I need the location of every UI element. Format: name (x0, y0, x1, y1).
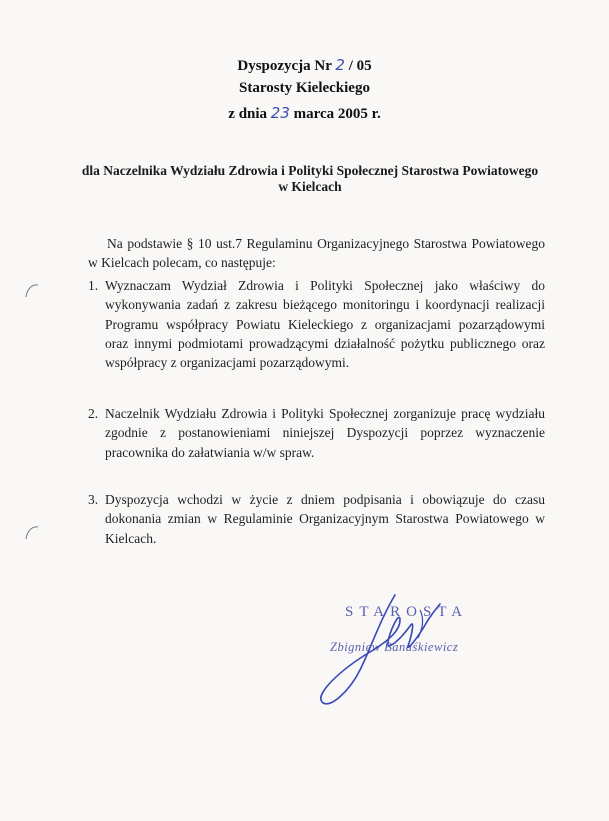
list-item-number: 1. (88, 278, 99, 293)
header-line-2: Starosty Kieleckiego (239, 80, 370, 96)
list-item-number: 2. (88, 406, 99, 421)
margin-mark-top (22, 282, 42, 300)
list-item-number: 3. (88, 492, 99, 507)
handwritten-number: 2 (335, 56, 345, 74)
stamp-name: Zbigniew Banaśkiewicz (330, 640, 459, 654)
list-item-text: Dyspozycja wchodzi w życie z dniem podpisania i obowiązuje do czasu dokonania zmian w Regulaminie Organizacyjnym Starostwa Powiatowego w Kielcach. (105, 492, 545, 546)
handwritten-day: 23 (270, 104, 290, 122)
header-title-prefix: Dyspozycja Nr (237, 58, 332, 74)
header-line-3 (0, 104, 609, 123)
list-item-text: Naczelnik Wydziału Zdrowia i Polityki Społecznej zorganizuje pracę wydziału zgodnie z postanowieniami niniejszej Dyspozycji poprzez wyznaczenie pracownika do załatwiania w/w spraw. (105, 406, 545, 460)
intro-line-1: Na podstawie § 10 ust.7 Regulaminu Organizacyjnego Starostwa Powiatowego (107, 236, 545, 251)
list-item-text: Wyznaczam Wydział Zdrowia i Polityki Społecznej jako właściwy do wykonywania zadań z zakresu bieżącego monitoringu i koordynacji realizacji Programu współpracy Powiatu Kieleckiego z organizacjami pozarządowymi oraz innymi podmiotami prowadzącymi działalność pożytku publicznego oraz współpracy z organizacjami pozarządowymi. (105, 278, 545, 371)
header-date-suffix: marca 2005 r. (293, 106, 381, 122)
recipient-line-2: w Kielcach (278, 179, 342, 194)
header-date-prefix: z dnia (228, 106, 268, 122)
signature-mark (300, 590, 470, 720)
header-line-1 (0, 56, 609, 75)
stamp-title: STAROSTA (345, 604, 469, 620)
header-title-suffix: / 05 (348, 58, 372, 74)
recipient-line-1: dla Naczelnika Wydziału Zdrowia i Polityki Społecznej Starostwa Powiatowego (81, 163, 539, 178)
margin-mark-bottom (22, 524, 42, 542)
intro-line-2: w Kielcach polecam, co następuje: (88, 255, 276, 270)
